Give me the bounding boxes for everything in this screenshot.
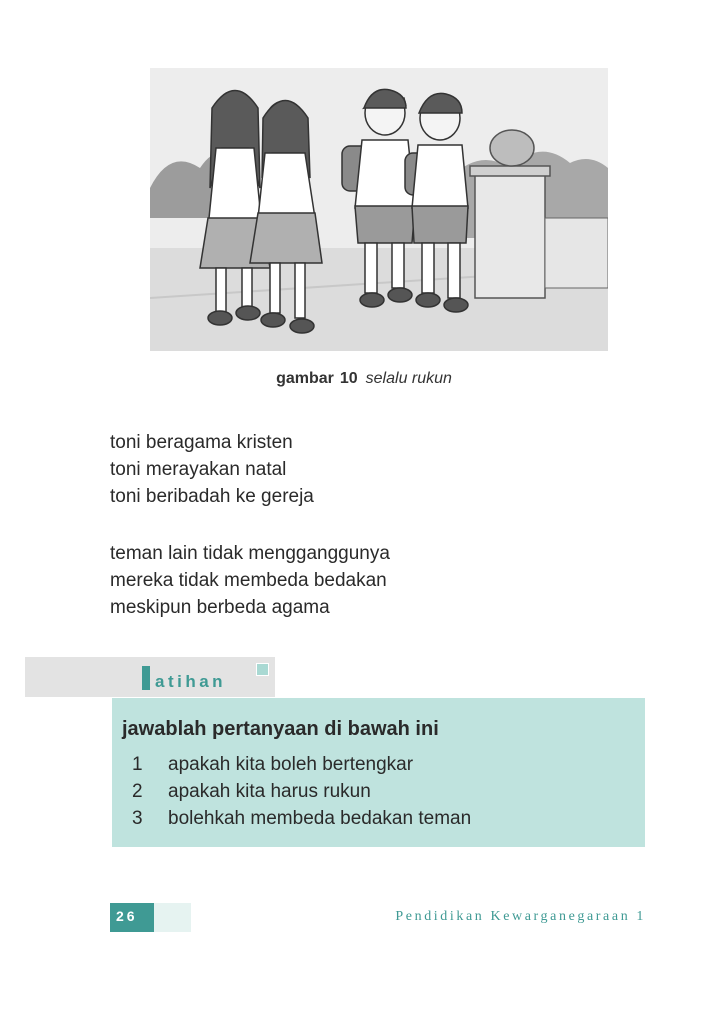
verse-line: toni beragama kristen <box>110 432 293 453</box>
caption-number: 10 <box>339 370 358 387</box>
question-number: 3 <box>132 808 143 829</box>
latihan-letter-l <box>142 666 150 690</box>
verse-line: toni merayakan natal <box>110 459 287 480</box>
question-text: apakah kita harus rukun <box>168 781 371 802</box>
decorative-square-icon <box>256 663 269 676</box>
page-number: 26 <box>116 908 138 924</box>
latihan-band <box>25 657 275 697</box>
latihan-heading: atihan <box>155 672 227 691</box>
verse-line: teman lain tidak mengganggunya <box>110 543 390 564</box>
figure-caption <box>0 370 728 388</box>
question-text: apakah kita boleh bertengkar <box>168 754 414 775</box>
caption-title: selalu rukun <box>365 370 452 387</box>
verse-line: mereka tidak membeda bedakan <box>110 570 387 591</box>
question-text: bolehkah membeda bedakan teman <box>168 808 472 829</box>
illustration-children-walking <box>150 68 608 351</box>
question-item <box>122 754 413 776</box>
verse-stanza-1 <box>110 429 314 510</box>
verse-stanza-2 <box>110 540 390 621</box>
verse-line: toni beribadah ke gereja <box>110 486 314 507</box>
question-number: 1 <box>132 754 143 775</box>
verse-line: meskipun berbeda agama <box>110 597 330 618</box>
question-number: 2 <box>132 781 143 802</box>
book-title: Pendidikan Kewarganegaraan 1 <box>395 909 646 924</box>
caption-label: gambar <box>276 370 334 387</box>
question-item <box>122 781 371 803</box>
exercise-title: jawablah pertanyaan di bawah ini <box>122 718 439 740</box>
question-item <box>122 808 471 830</box>
footer-accent-box <box>154 903 191 932</box>
